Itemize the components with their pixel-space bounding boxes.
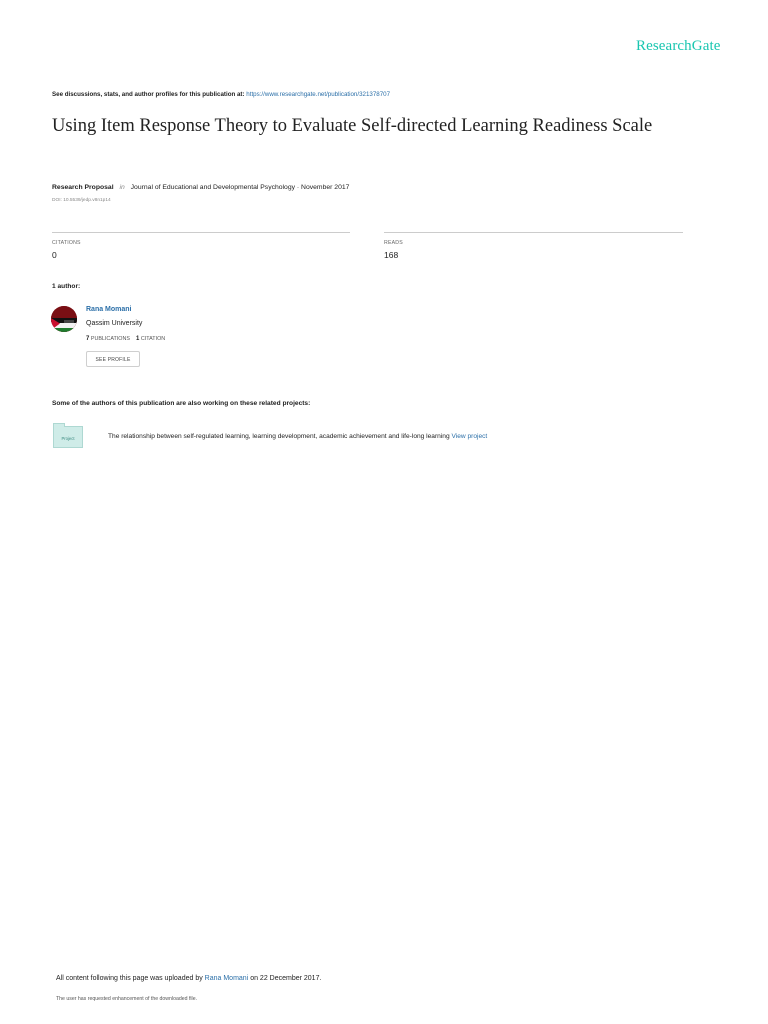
see-profile-button[interactable]: SEE PROFILE [86,351,140,367]
discussion-line [52,91,390,98]
author-name-link[interactable]: Rana Momani [86,306,132,313]
avatar-flag-photo-icon [51,306,77,332]
citations-label: CITATIONS [52,240,81,246]
upload-notice [56,975,321,982]
related-projects-heading: Some of the authors of this publication are also working on these related projects: [52,400,311,407]
project-icon-label: Project [61,436,75,441]
uploader-link[interactable]: Rana Momani [204,975,249,982]
researchgate-logo[interactable]: ResearchGate [636,38,721,54]
publication-in: in [119,184,125,191]
author-citations-count: 1 [135,336,140,342]
author-avatar[interactable] [51,306,77,332]
authors-heading: 1 author: [52,283,81,290]
publication-type: Research Proposal [52,184,114,191]
enhancement-note: The user has requested enhancement of the downloaded file. [56,996,198,1002]
publication-url-link[interactable]: https://www.researchgate.net/publication/321378707 [246,91,391,98]
reads-divider [384,232,683,233]
citations-value: 0 [52,250,57,260]
related-project-item [108,433,487,440]
view-project-link[interactable]: View project [451,433,488,440]
upload-suffix: on 22 December 2017. [250,975,322,982]
reads-label: READS [384,240,403,246]
publication-doi[interactable]: DOI: 10.5539/jedp.v8n1p14 [52,198,111,203]
author-institution[interactable]: Qassim University [86,320,143,327]
author-stats [86,336,165,342]
author-publications-count: 7 [86,336,90,342]
publication-title: Using Item Response Theory to Evaluate Self-directed Learning Readiness Scale [52,116,653,136]
project-description: The relationship between self-regulated learning, learning development, academic achievement and life-long learning [108,433,450,440]
publication-meta [52,184,349,191]
project-folder-icon[interactable] [53,426,83,448]
discussion-prefix: See discussions, stats, and author profiles for this publication at: [52,91,245,98]
publication-venue[interactable]: Journal of Educational and Developmental Psychology · November 2017 [130,184,350,191]
author-citations-label: CITATION [140,336,166,342]
citations-divider [52,232,350,233]
author-publications-label: PUBLICATIONS [90,336,130,342]
reads-value: 168 [384,250,399,260]
upload-prefix: All content following this page was uploaded by [56,975,203,982]
